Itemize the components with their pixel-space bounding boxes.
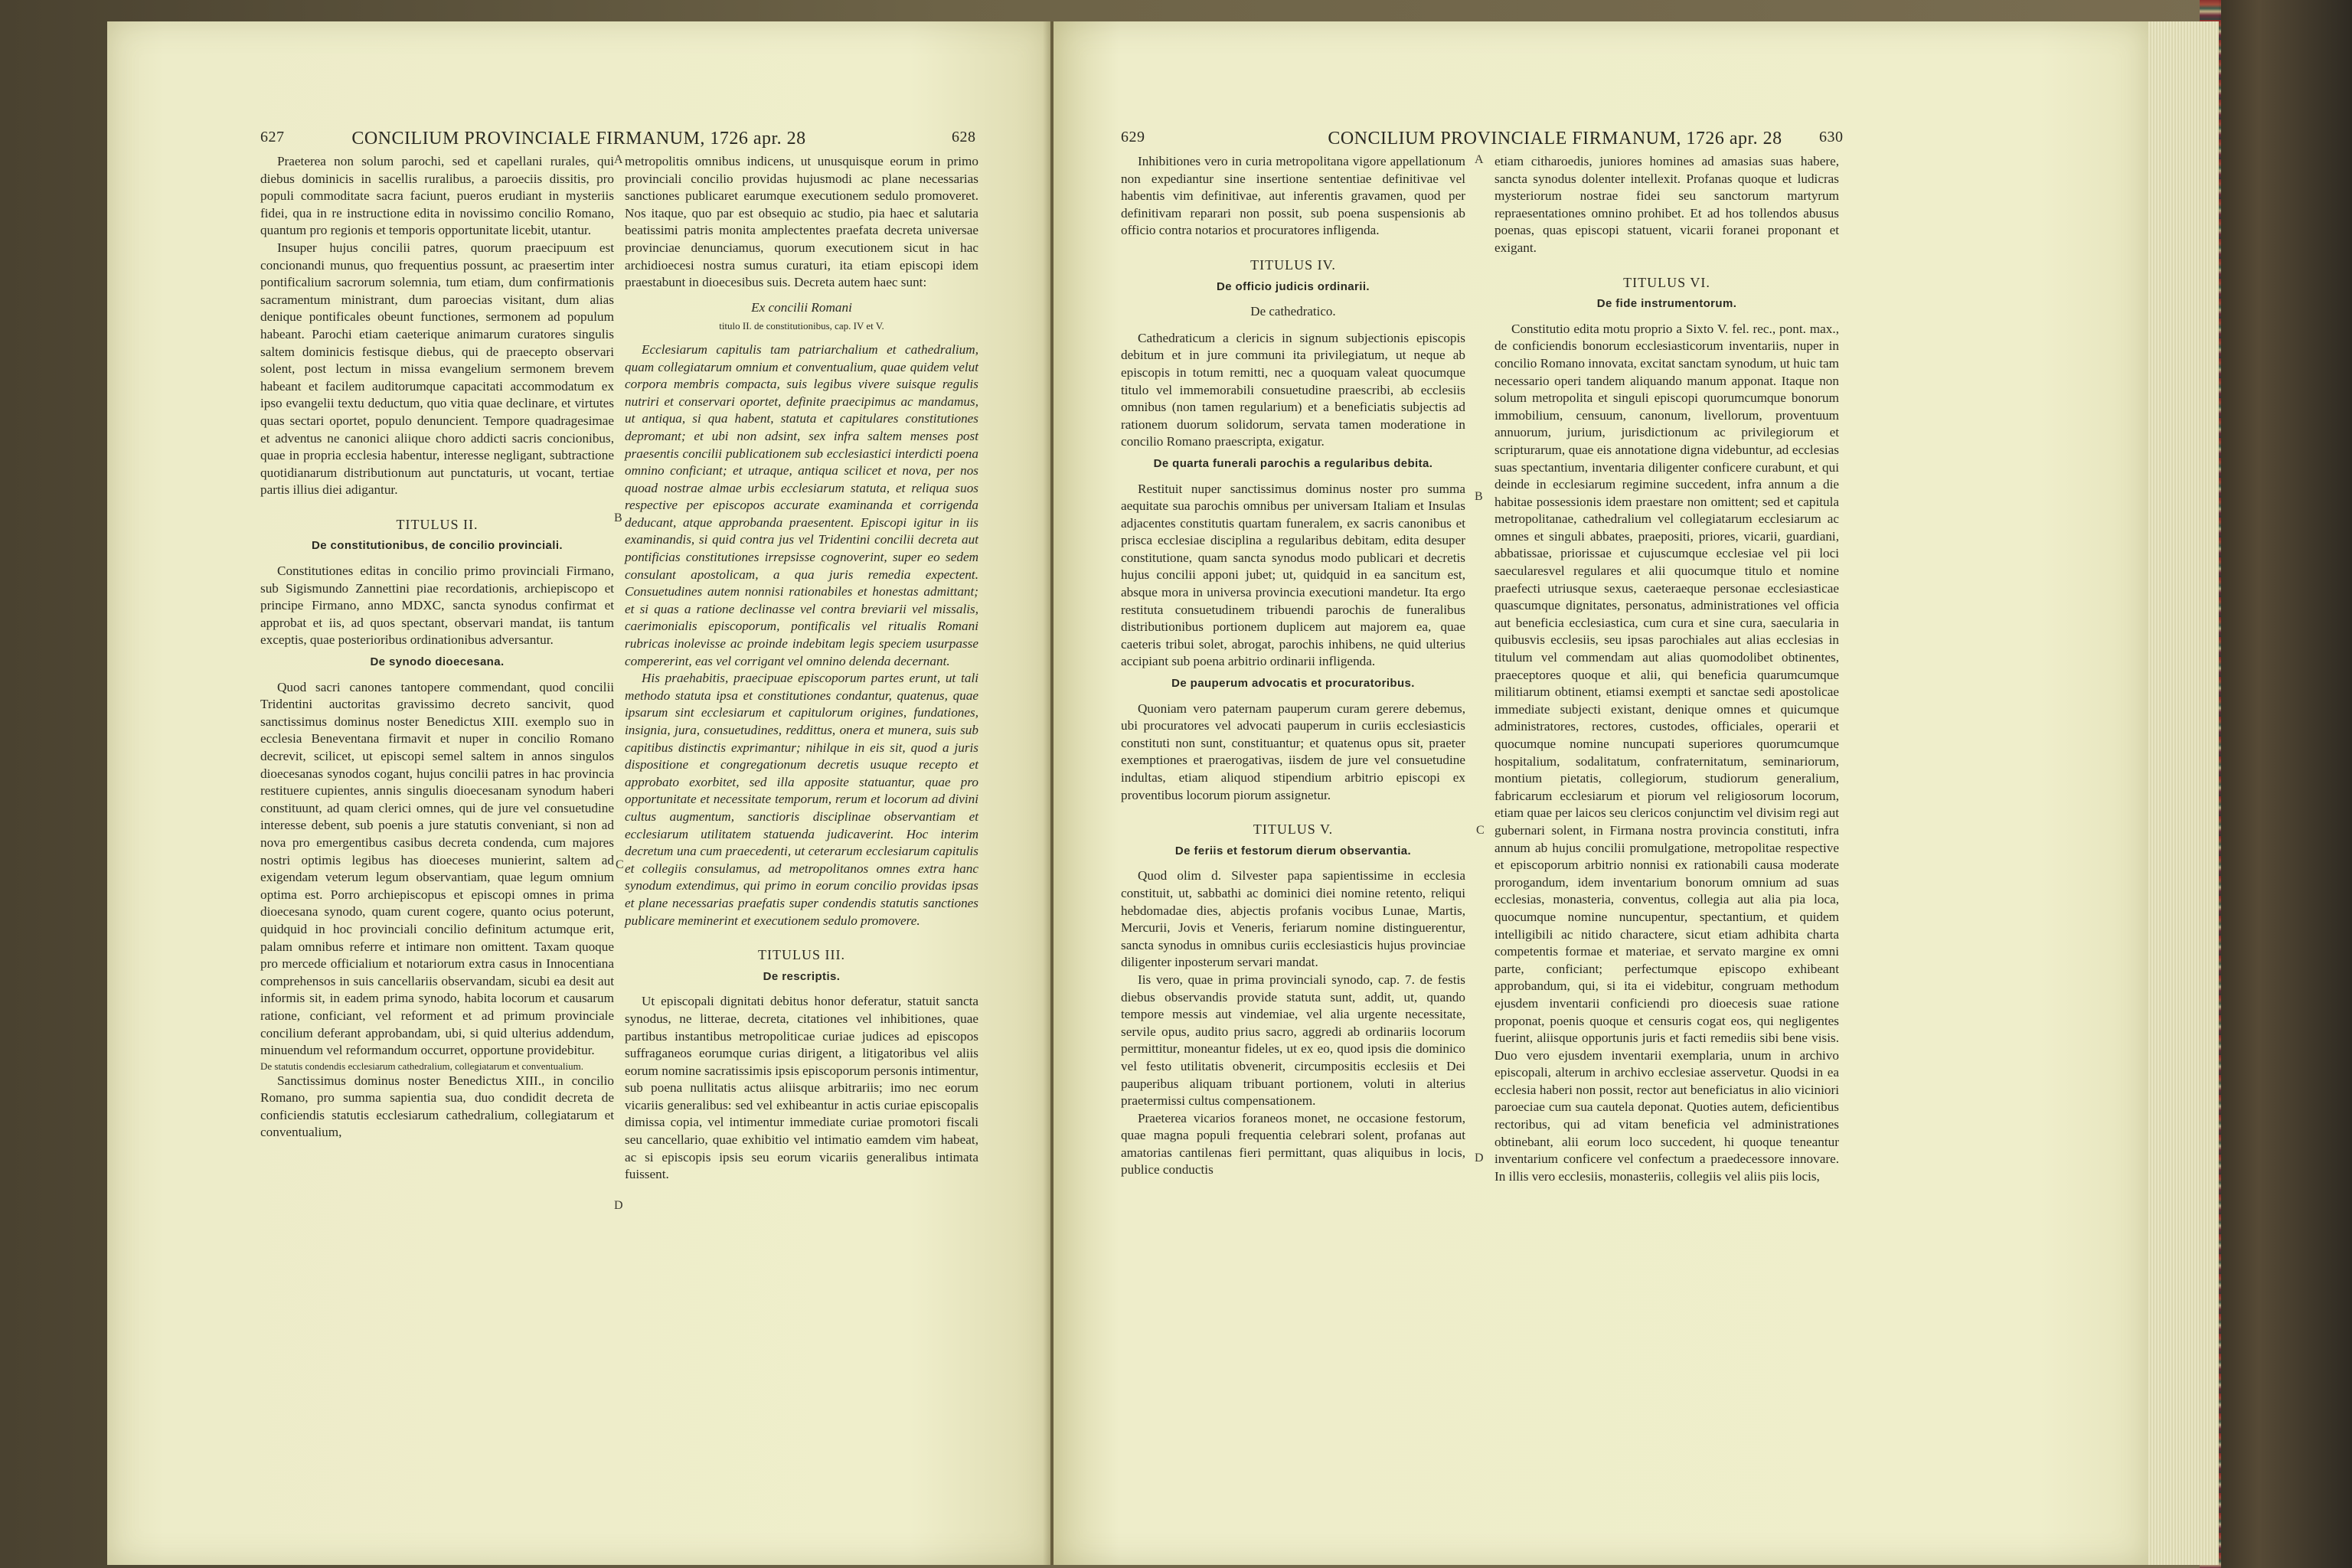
subsection-heading: De quarta funerali parochis a regularibus debita. <box>1153 456 1433 470</box>
text-column-left-2 <box>625 153 978 1184</box>
citation-reference: titulo II. de constitutionibus, cap. IV et V. <box>719 320 884 332</box>
left-page <box>107 21 1050 1565</box>
paragraph: Quod olim d. Silvester papa sapientissime in ecclesia constituit, ut, sabbathi ac dominici diei nomine retento, reliqui hebdomadae dies, abjectis profanis vocibus Lunae, Martis, Mercurii, Jovis et Veneris, feriarum nomine distinguerentur, sancta synodus in omnibus curiis ecclesiasticis hujus provinciae diligenter inposterum servari mandat. <box>1121 868 1465 970</box>
subsection-heading: De pauperum advocatis et procuratoribus. <box>1171 677 1415 691</box>
italic-paragraph: Ecclesiarum capitulis tam patriarchalium et cathedralium, quam collegiatarum omnium et conventualium, quae quidem velut corpora membris compacta, suis legibus vivere suisque regulis nutriri et conservari oportet, definite praecipimus ac mandamus, ut antiqua, si qua habent, statuta et capitulares constitutiones depromant; et ubi non adsint, sex infra saltem menses post praesentis concilii publicationem sub ecclesiastici interdicti poena omnino conficiant; et utraque, antiqua scilicet et nova, per nos quoad nostrae almae urbis ecclesiarum statuta, et reliqua suos respective per episcopos accurate examinanda et corrigenda deducant, atque approbanda praesentent. Episcopi igitur in iis examinandis, si quid contra jus vel Tridentini concilii decreta aut pontificias constitutiones irrepsisse cognoverint, super eo sedem consulant apostolicam, a qua juris remedia expectent. Consuetudines autem nonnisi rationabiles et honestas admittant; et si quas a ratione declinasse vel contra breviarii vel missalis, caerimonialis episcoporum, pontificalis vel ritualis Romani rubricas inolevisse ac proinde indebitam legis speciem usurpasse compererint, eas vel corrigant vel omnino delenda decernant. <box>625 341 978 668</box>
margin-marker-b: B <box>1475 490 1483 503</box>
running-title: CONCILIUM PROVINCIALE FIRMANUM, 1726 apr. 28 <box>351 129 806 149</box>
paragraph: Quod sacri canones tantopere commendant, quod concilii Tridentini auctoritas gravissimo decreto sancivit, quod sanctissimus dominus noster Benedictus XIII. exemplo suo in ecclesia Beneventana firmavit et nuper in concilio Romano decrevit, scilicet, ut episcopi semel saltem in annos singulos dioecesanas synodos cogant, hujus concilii patres in hac provincia restituere cupientes, annis singulis dioecesanam synodum haberi constituunt, ad quam clerici omnes, qui de jure vel consuetudine interesse debent, sub poenis a jure statutis conveniant, si non ad nova pro emergentibus casibus decreta condenda, cum majores nostri optimis legibus has dioeceses munierint, saltem ad exigendam veterum legum observantiam, quae legum omnium optima est. Porro archiepiscopus et episcopi omnes in prima dioecesana synodo, quam curent cogere, quanto ocius poterunt, quidquid in hoc provinciali concilio definitum actumque erit, palam omnibus referre et intimare non omittent. Taxam quoque pro mercede officialium et notariorum extra casus in Innocentiana comprehensos in suis cancellariis observandam, sicubi ea desit aut informis sit, in eadem prima synodo, habita locorum et causarum ratione, conficiant, vel reforment et ad primum provinciale concilium deferant approbandam, ubi, si quid ulterius addendum, minuendum vel reformandum occurret, opportune providebitur. <box>260 679 614 1058</box>
paragraph: Restituit nuper sanctissimus dominus noster pro summa aequitate sua parochis omnibus per universam Italiam et Insulas adjacentes constitutis quartam funeralem, ex sacris canonibus et prisca ecclesiae disciplina a regularibus debitam, edita desuper constitutione, quam sancta synodus modo publicari et decretis hujus concilii apponi jubet; ut, quidquid in ea sancitum est, absque mora in universa provincia executioni mandetur. Ita ergo restituta consuetudinem tribuendi parochis de funeralibus distributionibus portionem duplicem aut majorem ea, quae caeteris tribui solet, abrogat, parochis inhibens, ne quid ulterius accipiant sub poena arbitrio ordinarii infligenda. <box>1121 481 1465 669</box>
right-page <box>1054 21 2148 1565</box>
margin-marker-a: A <box>614 153 623 166</box>
section-heading: TITULUS VI. <box>1623 274 1710 290</box>
paragraph: metropolitis omnibus indicens, ut unusquisque eorum in primo provinciali concilio providas hujusmodi ac plane necessarias sanctiones publicaret earumque executionem sedulo promoveret. Nos itaque, quo par est obsequio ac studio, pia haec et salutaria beatissimi patris monita amplectentes praefata decreta universae provinciae denunciamus, quorum executionem sicut in hac archidioecesi nostra sumus curaturi, ita etiam episcopi idem praestabunt in dioecesibus suis. Decreta autem haec sunt: <box>625 154 978 290</box>
page-edges <box>2148 21 2219 1565</box>
page-number: 629 <box>1121 129 1145 145</box>
margin-marker-b: B <box>614 511 622 524</box>
paragraph: Cathedraticum a clericis in signum subjectionis episcopis debitum et in jure communi ita privilegiatum, ut neque ab episcopis in totum remitti, nec a quoquam valeat quocumque titulo vel immemorabili consuetudine praescribi, ab ecclesiis omnibus (non tamen regularium) et a beneficiatis subjectis ad rationem duorum solidorum, servata tamen moderatione in concilio Romano praescripta, exigatur. <box>1121 330 1465 449</box>
small-heading: De statutis condendis ecclesiarum cathedralium, collegiatarum et conventualium. <box>260 1060 583 1072</box>
subsection-heading: De fide instrumentorum. <box>1596 297 1737 311</box>
paragraph: Ut episcopali dignitati debitus honor deferatur, statuit sancta synodus, ne litterae, decreta, citationes vel inhibitiones, quae partibus instantibus metropoliticae curiae judices ad episcopos suffraganeos eorumque curias dirigent, a litigatoribus vel aliis eorum nomine sacratissimis ipsis episcoporum personis intimentur, sub poena nullitatis actus aliisque arbitrariis; imo nec eorum vicariis generalibus: sed vel exhibeantur in actis curiae episcopalis dimissa copia, vel intimentur immediate curiae promotori fiscali seu cancellario, quae exhibitio vel intimatio eamdem vim habeat, ac si episcopis ipsis seu eorum vicariis generalibus intimata fuissent. <box>625 994 978 1182</box>
paragraph: Insuper hujus concilii patres, quorum praecipuum est concionandi munus, quo frequentius possunt, ac praesertim inter pontificalium sacrorum solemnia, tum etiam, dum confirmationis sacramentum ministrant, dum paroecias visitant, dum alias denique pontificales obeunt functiones, sermonem ad populum habeant. Parochi etiam caeterique animarum curatores singulis saltem dominicis festisque diebus, qui de praecepto observari solent, post lectum in missa evangelium sermonem brevem habeant et facilem auditorumque capacitati accommodatum ex ipso evangelii textu deductum, quo vitia quae declinare, et virtutes quas sectari oportet, populo denuncient. Tempore quadragesimae et adventus ne canonici aliique choro addicti sacris concionibus, quae in propria ecclesia habentur, interesse negligant, subtractione quotidianarum distributionum aut punctaturis, ut vocant, tertiae partis illius diei adigantur. <box>260 240 614 498</box>
paragraph: Quoniam vero paternam pauperum curam gerere debemus, ubi procuratores vel advocati pauperum in curiis ecclesiasticis constituti non sunt, constituantur; et quatenus opus sit, praeter exemptiones et praerogativas, iisdem de jure vel consuetudine indultas, etiam aliquod stipendium arbitrio episcopi ex proventibus locorum piorum assignetur. <box>1121 701 1465 802</box>
paragraph: Praeterea non solum parochi, sed et capellani rurales, qui diebus dominicis in sacellis ruralibus, a paroeciis dissitis, pro populi commoditate sacra faciunt, pueros erudiant in mysteriis fidei, qua in re instructione edita in novissimo concilio Romano, quantum pro regionis et temporis opportunitate licebit, utantur. <box>260 154 614 238</box>
subsection-heading: De officio judicis ordinarii. <box>1217 279 1370 293</box>
text-column-left-1 <box>260 153 614 1142</box>
paragraph: Constitutio edita motu proprio a Sixto V. fel. rec., pont. max., de conficiendis bonorum ecclesiasticorum inventariis, nuper in concilio Romano innovata, excitat sanctam synodum, ut huic tam necessario operi tandem aliquando manum apponat. Itaque non solum metropolita et singuli episcopi quorumcumque bonorum immobilium, censuum, canonum, livellorum, proventuum annuorum, jurium, jurisdictionum ac privilegiorum et scripturarum, quae eis annotatione digna videbuntur, ad ecclesias suas spectantium, inventaria diligenter conficere curabunt, et qui deinde in ecclesiarum regimine succedent, infra annum a die habitae possessionis idem praestare non omittent; sed et capitula metropolitanae, cathedralium vel collegiatarum ecclesiarum ac omnes et singuli abbates, praepositi, priores, vicarii, guardiani, abbatissae, priorissae et cujuscumque ecclesiae vel pii loci saecularesvel regulares et alii quocumque titulo et nomine praefecti utriusque sexus, caeteraeque personae ecclesiasticae quascumque dignitates, personatus, administrationes vel officia aut beneficia ecclesiastica, cum cura et sine cura, saecularia in quibusvis ecclesiis, seu ipsas parochiales aut alias ecclesias in titulum vel commendam aut alias quomodolibet obtinentes, praeceptores quoque et alii, qui beneficia quarumcumque militiarum obtinent, etiamsi exempti et sanctae sedi apostolicae immediate subjecti existant, denique omnes et quicumque administratores, rectores, custodes, officiales, operarii et quocumque nomine nuncupati superiores quorumcumque hospitalium, sodalitatum, confraternitatum, seminariorum, montium pietatis, collegiorum, studiorum generalium, fabricarum ecclesiarum et piorum vel religiosorum locorum, etiam quae per laicos seu clericos conjunctim vel divisim regi aut gubernari solent, in Firmana nostra provincia constituti, infra annum ab hujus concilii promulgatione, metropolitae respective et episcoporum arbitrio nonnisi ex rationabili causa moderate prorogandum, idem inventarium bonorum omnium ad suas ecclesias, monasteria, conventus, collegia aut alia pia loca, quocumque nomine nuncupentur, spectantium, et quidem intelligibili ac nitido charactere, sicut etiam adhibita charta competentis formae et materiae, et servato margine ex omni parte, conficiant; perfectumque episcopo exhibeant approbandum, qui, si ita ei videbitur, congruam methodum ejusdem inventarii conficiendi pro dioecesis suae ratione proponat, poenis quoque et censuris cogat eos, qui negligentes fuerint, aliisque opportunis juris et facti remediis sibi bene visis. Duo vero ejusdem inventarii exemplaria, unum in archivo episcopali, alterum in archivo ecclesiae asservetur. Quodsi in ea ecclesia haberi non possit, rector aut beneficiatus in alio viciniori paroeciae cum sua cautela deponat. Quoties autem, deficientibus rectoribus, qui ad vitam beneficia vel administrationes obtinebant, alii eorum loco succedent, hi quoque teneantur inventarium conficere vel confectum a praedecessore innovare. In illis vero ecclesiis, monasteriis, collegiis vel aliis piis locis, <box>1494 321 1839 1184</box>
margin-marker-d: D <box>1475 1152 1484 1165</box>
subsection-heading: De rescriptis. <box>763 969 841 983</box>
book-cover-edge <box>2219 0 2352 1568</box>
section-heading: TITULUS V. <box>1253 822 1334 838</box>
text-column-right-2 <box>1494 153 1839 1185</box>
citation-heading: Ex concilii Romani <box>751 299 852 315</box>
running-title: CONCILIUM PROVINCIALE FIRMANUM, 1726 apr. 28 <box>1328 129 1782 149</box>
section-heading: TITULUS III. <box>758 947 845 963</box>
margin-marker-d: D <box>614 1199 623 1212</box>
margin-marker-a: A <box>1475 153 1484 166</box>
page-number: 630 <box>1819 129 1844 145</box>
paragraph: Praeterea vicarios foraneos monet, ne occasione festorum, quae magna populi frequentia celebrari solent, profanas aut amatorias cantilenas fieri permittant, quas aliquibus in locis, publice conductis <box>1121 1110 1465 1178</box>
subsection-heading: De feriis et festorum dierum observantia. <box>1174 844 1412 858</box>
text-column-right-1 <box>1121 153 1465 1179</box>
paragraph: Inhibitiones vero in curia metropolitana vigore appellationum non expediantur sine insertione sententiae definitivae vel habentis vim definitivae, aut inferentis gravamen, quod per definitivam reparari non possit, sub poena suspensionis ab officio contra notarios et procuratores infligenda. <box>1121 154 1465 238</box>
page-number: 628 <box>952 129 976 145</box>
margin-marker-c: C <box>1476 824 1485 837</box>
page-number: 627 <box>260 129 285 145</box>
paragraph: etiam citharoedis, juniores homines ad amasias suas habere, sancta synodus dolenter intellexit. Profanas quoque et ludicras mysteriorum nostrae fidei seu sanctorum martyrum repraesentationes omnino prohibet. Et ad hos tollendos abusus poenas, quas episcopi statuent, vicarii foranei proponant et exigant. <box>1494 154 1839 255</box>
section-heading: TITULUS IV. <box>1250 256 1336 273</box>
paragraph: Sanctissimus dominus noster Benedictus XIII., in concilio Romano, pro summa sapientia sua, duo condidit decreta de conficiendis statutis ecclesiarum cathedralium, collegiatarum et conventualium, <box>260 1073 614 1140</box>
paragraph: Iis vero, quae in prima provinciali synodo, cap. 7. de festis diebus observandis provide statuta sunt, addit, ut, quando tempore messis aut vindemiae, vel alia urgente necessitate, servile opus, audito prius sacro, aggredi ab ordinariis locorum permittitur, moneantur fideles, ut ex eo, quod ipsis die dominico vel festo utilitatis obvenerit, circumpositis ecclesiis et Dei pauperibus aliquam tribuant portionem, voluti in alterius praetermissi cultus compensationem. <box>1121 972 1465 1109</box>
subsection-heading: De cathedratico. <box>1250 304 1336 319</box>
subsection-heading: De synodo dioecesana. <box>370 655 505 669</box>
italic-paragraph: His praehabitis, praecipuae episcoporum partes erunt, ut tali methodo statuta ipsa et constitutiones condantur, quatenus, quae ipsarum sint ecclesiarum et capitulorum origines, fundationes, insignia, jura, consuetudines, reddittus, onera et munera, suis sub capitibus distinctis exprimantur; nihilque in eis sit, quod a juris dispositione et congregationum decretis usuque recepto et approbato exorbitet, sed illa apposite statuantur, quae pro opportunitate et necessitate temporum, rerum et locorum ad divini cultus augmentum, sanctioris disciplinae observantiam et ecclesiarum utilitatem statuenda judicaverint. Hoc interim decretum una cum praecedenti, ut ceterarum ecclesiarum capitulis et collegiis consulamus, ad metropolitanos omnes extra hanc synodum extendimus, qui primo in eorum concilio providas ipsas et plane necessarias praefatis super condendis statutis sanctiones publicare meminerint et executionem sedulo promovere. <box>625 671 978 928</box>
paragraph: Constitutiones editas in concilio primo provinciali Firmano, sub Sigismundo Zannettini piae recordationis, archiepiscopo et principe Firmano, anno MDXC, sancta synodus confirmat et approbat et iis, ad quos spectant, observari mandat, iis tantum exceptis, quae posterioribus ordinationibus adversantur. <box>260 564 614 648</box>
section-heading: TITULUS II. <box>396 516 479 532</box>
subsection-heading: De constitutionibus, de concilio provinciali. <box>311 539 564 553</box>
margin-marker-c: C <box>616 858 624 871</box>
